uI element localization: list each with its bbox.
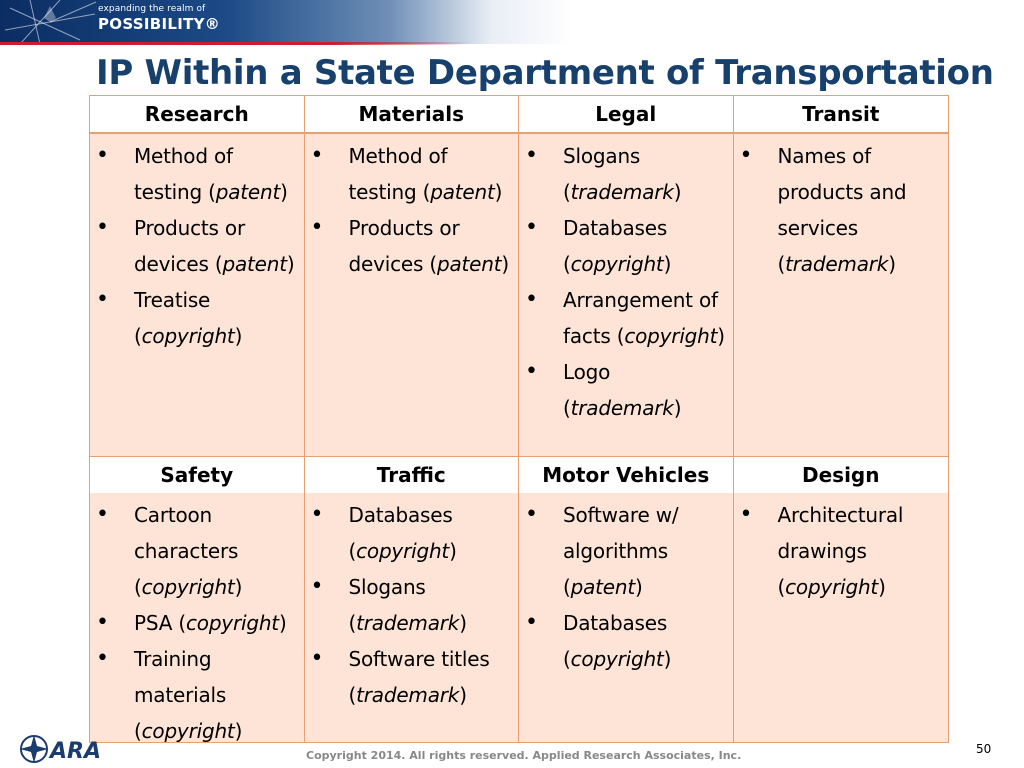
column-header: Materials [305,96,520,132]
table-cell [90,493,305,742]
column-header: Transit [802,102,880,126]
page-number: 50 [976,742,992,756]
ip-type: (patent) [563,575,643,599]
ip-table [89,95,949,743]
list-item [311,497,513,569]
list-item [525,354,727,426]
compass-star-graphic-icon [0,0,100,44]
body-row [90,134,948,456]
ara-logo-icon [18,732,108,766]
ip-type: (patent) [429,252,510,276]
item-text: Products or devices [348,216,460,276]
list-item [311,138,513,210]
list-item [96,605,298,641]
table-cell [305,134,520,456]
ip-type: (copyright) [134,719,243,743]
table-cell [519,493,734,742]
table-cell [90,134,305,456]
item-text: Software titles [348,647,490,671]
list-item [311,210,513,282]
banner-brand [98,4,220,33]
table-cell [305,493,520,742]
ip-type: (copyright) [563,252,672,276]
copyright-notice: Copyright 2014. All rights reserved. Applied Research Associates, Inc. [306,749,742,762]
list-item [525,497,727,605]
list-item [525,282,727,354]
item-text: Method of testing [134,144,233,204]
ip-type: (patent) [422,180,503,204]
header-banner [0,0,1024,44]
item-text: Method of testing [348,144,448,204]
list-item [525,210,727,282]
item-text: Databases [348,503,453,527]
banner-brand-name: POSSIBILITY® [98,15,221,33]
list-item [525,138,727,210]
item-text: Products or devices [134,216,245,276]
ip-type: (copyright) [178,611,287,635]
item-text: Slogans [563,144,641,168]
ip-type: (patent) [208,180,288,204]
table-cell [519,134,734,456]
item-text: Cartoon characters [134,503,239,563]
item-text: Architectural drawings [777,503,904,563]
list-item [96,497,298,605]
logo-text: ARA [50,739,101,764]
item-text: Databases [563,611,668,635]
list-item [311,641,513,713]
item-text: Databases [563,216,668,240]
column-header: Traffic [305,457,520,493]
banner-tagline: expanding the realm of [98,4,206,14]
table-cell [734,134,949,456]
header-row [90,96,948,134]
item-text: Slogans [348,575,426,599]
ip-type: (copyright) [616,324,725,348]
ip-type: (trademark) [563,396,682,420]
column-header: Design [802,463,880,487]
ip-type: (copyright) [563,647,672,671]
item-text: Logo [563,360,611,384]
slide-title: IP Within a State Department of Transportation [96,53,994,93]
list-item [740,138,943,282]
list-item [525,605,727,677]
ip-type: (trademark) [777,252,896,276]
ip-type: (copyright) [348,539,457,563]
ip-type: (copyright) [134,324,243,348]
item-text: Names of products and services [777,144,907,240]
list-item [96,282,298,354]
item-text: PSA [134,611,179,635]
list-item [96,210,298,282]
item-text: Software w/ algorithms [563,503,679,563]
ip-type: (trademark) [348,683,467,707]
ip-type: (copyright) [777,575,886,599]
banner-stripe [0,42,470,45]
column-header: Safety [90,457,305,493]
body-row [90,493,948,742]
column-header: Research [90,96,305,132]
ip-type: (copyright) [134,575,243,599]
list-item [740,497,943,605]
ip-type: (patent) [214,252,295,276]
column-header: Motor Vehicles [519,457,734,493]
item-text: Training materials [134,647,227,707]
item-text: Treatise [134,288,211,312]
ip-type: (trademark) [563,180,682,204]
table-cell [734,493,949,742]
item-text: Arrangement of facts [563,288,718,348]
list-item [96,641,298,749]
column-header: Legal [519,96,734,132]
list-item [311,569,513,641]
ip-type: (trademark) [348,611,467,635]
header-row [90,456,948,495]
list-item [96,138,298,210]
